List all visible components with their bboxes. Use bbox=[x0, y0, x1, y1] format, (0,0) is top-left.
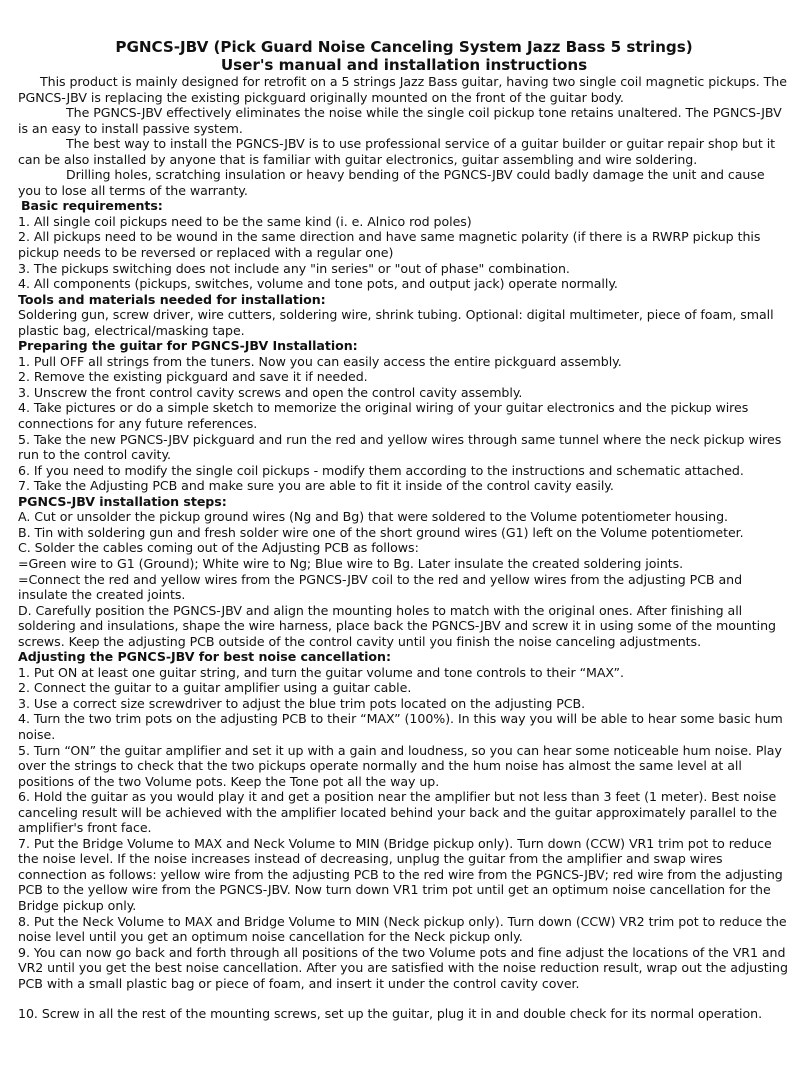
adjusting-step: 3. Use a correct size screwdriver to adjust the blue trim pots located on the adjusting PCB. bbox=[18, 695, 586, 711]
installation-step: D. Carefully position the PGNCS-JBV and align the mounting holes to match with the original ones. After finishing all soldering and insulations, shape the wire harness, place back the PGNCS-JBV and screw it in using some of the mounting screws. Keep the adjusting PCB outside of the control cavity until you finish the noise canceling adjustments. bbox=[18, 602, 776, 649]
adjusting-step: 1. Put ON at least one guitar string, and turn the guitar volume and tone controls to their “MAX”. bbox=[18, 664, 624, 680]
preparing-step: 5. Take the new PGNCS-JBV pickguard and run the red and yellow wires through same tunnel where the neck pickup wires run to the control cavity. bbox=[18, 431, 782, 463]
basic-requirement-item: 3. The pickups switching does not include any "in series" or "out of phase" combination. bbox=[18, 260, 570, 276]
adjusting-step: 9. You can now go back and forth through all positions of the two Volume pots and fine adjust the locations of the VR1 and VR2 until you get the best noise cancellation. After you are satisfied with the noise reduction result, wrap out the adjusting PCB with a small plastic bag or piece of foam, and insert it under the control cavity cover. bbox=[18, 944, 788, 991]
intro-paragraph-3: The best way to install the PGNCS-JBV is to use professional service of a guitar builder or guitar repair shop but it can be also installed by anyone that is familiar with guitar electronics, guitar assembling and wire soldering. bbox=[18, 136, 776, 167]
adjusting-step: 6. Hold the guitar as you would play it and get a position near the amplifier but not less than 3 feet (1 meter). Best noise canceling result will be achieved with the amplifier located behind your back and the guitar approximately parallel to the amplifier's front face. bbox=[18, 789, 777, 836]
preparing-step: 6. If you need to modify the single coil pickups - modify them according to the instructions and schematic attached. bbox=[18, 462, 744, 478]
title-line-1: PGNCS-JBV (Pick Guard Noise Canceling System Jazz Bass 5 strings) bbox=[115, 38, 693, 56]
preparing-step: 2. Remove the existing pickguard and save it if needed. bbox=[18, 369, 368, 385]
basic-requirement-item: 1. All single coil pickups need to be the same kind (i. e. Alnico rod poles) bbox=[18, 213, 472, 229]
basic-requirement-item: 4. All components (pickups, switches, volume and tone pots, and output jack) operate normally. bbox=[18, 276, 618, 292]
basic-requirements-heading: Basic requirements: bbox=[21, 198, 163, 214]
title-line-2: User's manual and installation instructions bbox=[220, 56, 588, 74]
adjusting-step: 8. Put the Neck Volume to MAX and Bridge Volume to MIN (Neck pickup only). Turn down (CCW) VR2 trim pot to reduce the noise level until you get an optimum noise cancellation for the Neck pickup only. bbox=[18, 913, 787, 945]
tools-heading: Tools and materials needed for installation: bbox=[18, 291, 326, 307]
intro-paragraph-4: Drilling holes, scratching insulation or heavy bending of the PGNCS-JBV could badly damage the unit and cause you to lose all terms of the warranty. bbox=[18, 167, 765, 198]
installation-step: B. Tin with soldering gun and fresh solder wire one of the short ground wires (G1) left on the Volume potentiometer. bbox=[18, 524, 744, 540]
adjusting-step: 4. Turn the two trim pots on the adjusting PCB to their “MAX” (100%). In this way you will be able to hear some basic hum noise. bbox=[18, 711, 783, 742]
installation-step: =Connect the red and yellow wires from the PGNCS-JBV coil to the red and yellow wires from the adjusting PCB and insulate the created joints. bbox=[18, 571, 743, 603]
paragraph-spacer bbox=[18, 991, 790, 1006]
basic-requirement-item: 2. All pickups need to be wound in the same direction and have same magnetic polarity (if there is a RWRP pickup this pickup needs to be reversed or replaced with a regular one) bbox=[18, 229, 761, 261]
preparing-step: 3. Unscrew the front control cavity screws and open the control cavity assembly. bbox=[18, 384, 523, 400]
installation-step: C. Solder the cables coming out of the Adjusting PCB as follows: bbox=[18, 540, 419, 556]
preparing-heading: Preparing the guitar for PGNCS-JBV Installation: bbox=[18, 338, 358, 354]
adjusting-step: 7. Put the Bridge Volume to MAX and Neck Volume to MIN (Bridge pickup only). Turn down (CCW) VR1 trim pot to reduce the noise level. If the noise increases instead of decreasing, unplug the guitar from the amplifier and swap wires connection as follows: yellow wire from the adjusting PCB to the red wire from the PGNCS-JBV; red wire from the adjusting PCB to the yellow wire from the PGNCS-JBV. Now turn down VR1 trim pot until get an optimum noise cancellation for the Bridge pickup only. bbox=[18, 835, 783, 913]
intro-paragraph-2: The PGNCS-JBV effectively eliminates the noise while the single coil pickup tone retains unaltered. The PGNCS-JBV is an easy to install passive system. bbox=[18, 105, 782, 136]
adjusting-heading: Adjusting the PGNCS-JBV for best noise cancellation: bbox=[18, 649, 391, 665]
preparing-step: 4. Take pictures or do a simple sketch to memorize the original wiring of your guitar electronics and the pickup wires connections for any future references. bbox=[18, 400, 749, 432]
intro-paragraph-1: This product is mainly designed for retrofit on a 5 strings Jazz Bass guitar, having two single coil magnetic pickups. The PGNCS-JBV is replacing the existing pickguard originally mounted on the front of the guitar body. bbox=[18, 74, 787, 105]
adjusting-step: 5. Turn “ON” the guitar amplifier and set it up with a gain and loudness, so you can hear some noticeable hum noise. Play over the strings to check that the two pickups operate normally and the hum noise has almost the same level at all positions of the two Volume pots. Keep the Tone pot all the way up. bbox=[18, 742, 782, 789]
tools-text: Soldering gun, screw driver, wire cutters, soldering wire, shrink tubing. Optional: digital multimeter, piece of foam, small plastic bag, electrical/masking tape. bbox=[18, 307, 774, 338]
installation-step: =Green wire to G1 (Ground); White wire to Ng; Blue wire to Bg. Later insulate the created soldering joints. bbox=[18, 555, 684, 571]
installation-step: A. Cut or unsolder the pickup ground wires (Ng and Bg) that were soldered to the Volume potentiometer housing. bbox=[18, 509, 728, 525]
preparing-step: 7. Take the Adjusting PCB and make sure you are able to fit it inside of the control cavity easily. bbox=[18, 478, 614, 494]
adjusting-final-step: 10. Screw in all the rest of the mounting screws, set up the guitar, plug it in and double check for its normal operation. bbox=[18, 1006, 763, 1022]
preparing-step: 1. Pull OFF all strings from the tuners. Now you can easily access the entire pickguard assembly. bbox=[18, 353, 622, 369]
installation-heading: PGNCS-JBV installation steps: bbox=[18, 493, 227, 509]
adjusting-step: 2. Connect the guitar to a guitar amplifier using a guitar cable. bbox=[18, 680, 412, 696]
